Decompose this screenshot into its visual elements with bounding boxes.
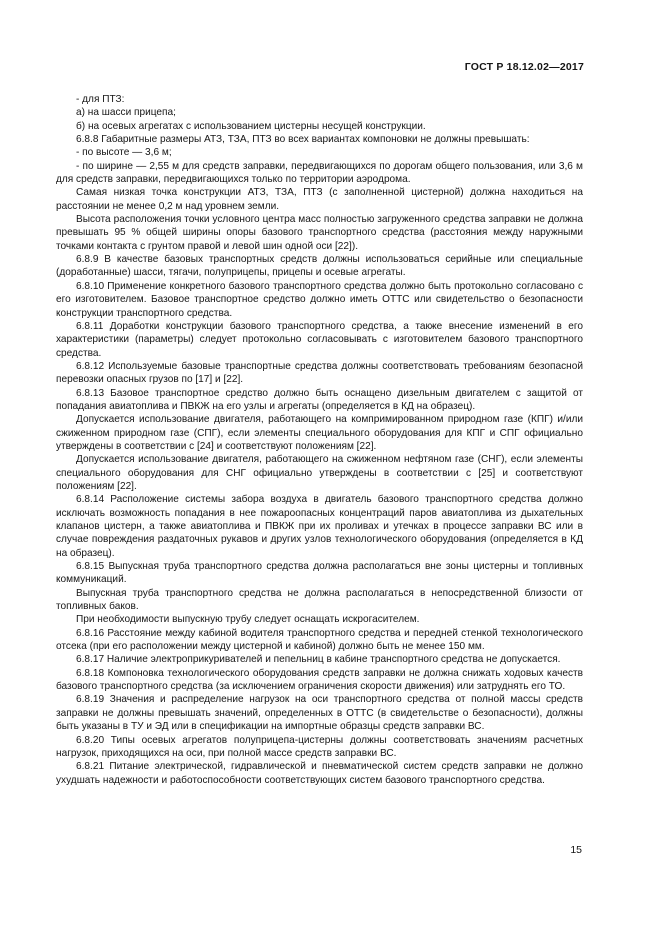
paragraph: 6.8.20 Типы осевых агрегатов полуприцепа-цистерны должны соответствовать значениям расчетных нагрузок, приходящихся на оси, при полной массе средств заправки ВС. [56, 734, 583, 759]
paragraph: 6.8.14 Расположение системы забора воздуха в двигатель базового транспортного средства должно исключать возможность попадания в нее пожароопасных концентраций паров авиатоплива из дыхательных клапанов цистерн, а также авиатоплива и ПВКЖ при их проливах и утечках в процессе заправки ВС или в случае повреждения раздаточных рукавов и других узлов технологического оборудования (определяется в КД на образец). [56, 494, 583, 559]
document-body [56, 93, 583, 787]
paragraph: - по ширине — 2,55 м для средств заправки, передвигающихся по дорогам общего пользования, или 3,6 м для средств заправки, передвигающихся только по территории аэродрома. [56, 160, 583, 186]
paragraph: Выпускная труба транспортного средства не должна располагаться в непосредственной близости от топливных баков. [56, 587, 583, 613]
paragraph: 6.8.17 Наличие электроприкуривателей и пепельниц в кабине транспортного средства не допускается. [76, 654, 561, 666]
paragraph: 6.8.8 Габаритные размеры АТЗ, ТЗА, ПТЗ во всех вариантах компоновки не должны превышать: [76, 134, 530, 146]
paragraph: Высота расположения точки условного центра масс полностью загруженного средства заправки не должна превышать 95 % общей ширины опоры базового транспортного средства (расстояния между наружными точками контакта с грунтом правой и левой шин одной оси [22]). [56, 214, 583, 252]
page-number: 15 [570, 844, 582, 856]
paragraph: б) на осевых агрегатах с использованием цистерны несущей конструкции. [76, 120, 426, 132]
paragraph: Допускается использование двигателя, работающего на компримированном природном газе (КПГ) и/или сжиженном природном газе (СПГ), если элементы специального оборудования для КПГ и СПГ официально утверждены в соответствии с [24] и соответствуют положениям [22]. [56, 414, 583, 452]
paragraph: Допускается использование двигателя, работающего на сжиженном нефтяном газе (СНГ), если элементы специального оборудования для СНГ официально утверждены в соответствии с [25] и соответствуют положениям [22]. [56, 454, 583, 492]
paragraph: Самая низкая точка конструкции АТЗ, ТЗА, ПТЗ (с заполненной цистерной) должна находиться на расстоянии не менее 0,2 м над уровнем земли. [56, 187, 583, 212]
paragraph: - для ПТЗ: [76, 94, 125, 105]
paragraph: 6.8.9 В качестве базовых транспортных средств должны использоваться серийные или специальные (доработанные) шасси, тягачи, полуприцепы, прицепы и осевые агрегаты. [56, 254, 583, 279]
paragraph: 6.8.11 Доработки конструкции базового транспортного средства, а также внесение изменений в его характеристики (параметры) следует протокольно согласовывать с изготовителем базового транспортного средства. [56, 320, 583, 359]
paragraph: 6.8.13 Базовое транспортное средство должно быть оснащено дизельным двигателем с защитой от попадания авиатоплива и ПВКЖ на его узлы и агрегаты (определяется в КД на образец). [56, 387, 583, 412]
paragraph: 6.8.10 Применение конкретного базового транспортного средства должно быть протокольно согласовано с его изготовителем. Базовое транспортное средство должно иметь ОТТС или свидетельство о безопасности конструкции транспортного средства. [56, 280, 583, 319]
document-header: ГОСТ Р 18.12.02—2017 [464, 61, 584, 73]
paragraph: При необходимости выпускную трубу следует оснащать искрогасителем. [76, 614, 420, 626]
paragraph: 6.8.16 Расстояние между кабиной водителя транспортного средства и передней стенкой технологического отсека (при его расположении между цистерной и кабиной) должно быть не менее 150 мм. [56, 627, 583, 653]
paragraph: 6.8.19 Значения и распределение нагрузок на оси транспортного средства от полной массы средств заправки не должны превышать значений, определенных в ОТТС (в свидетельстве о безопасности), должны быть указаны в ТУ и ЭД или в спецификации на импортные образцы средств заправки ВС. [56, 694, 583, 733]
paragraph: 6.8.12 Используемые базовые транспортные средства должны соответствовать требованиям безопасной перевозки опасных грузов по [17] и [22]. [56, 360, 583, 386]
paragraph: - по высоте — 3,6 м; [76, 147, 172, 159]
paragraph: а) на шасси прицепа; [76, 107, 176, 119]
paragraph: 6.8.15 Выпускная труба транспортного средства должна располагаться вне зоны цистерны и топливных коммуникаций. [56, 561, 583, 586]
paragraph: 6.8.18 Компоновка технологического оборудования средств заправки не должна снижать ходовых качеств базового транспортного средства (за исключением ограничения скорости движения) или затруднять его ТО. [56, 667, 583, 693]
paragraph: 6.8.21 Питание электрической, гидравлической и пневматической систем средств заправки не должно ухудшать надежности и работоспособности соответствующих систем базового транспортного средства. [56, 761, 583, 786]
